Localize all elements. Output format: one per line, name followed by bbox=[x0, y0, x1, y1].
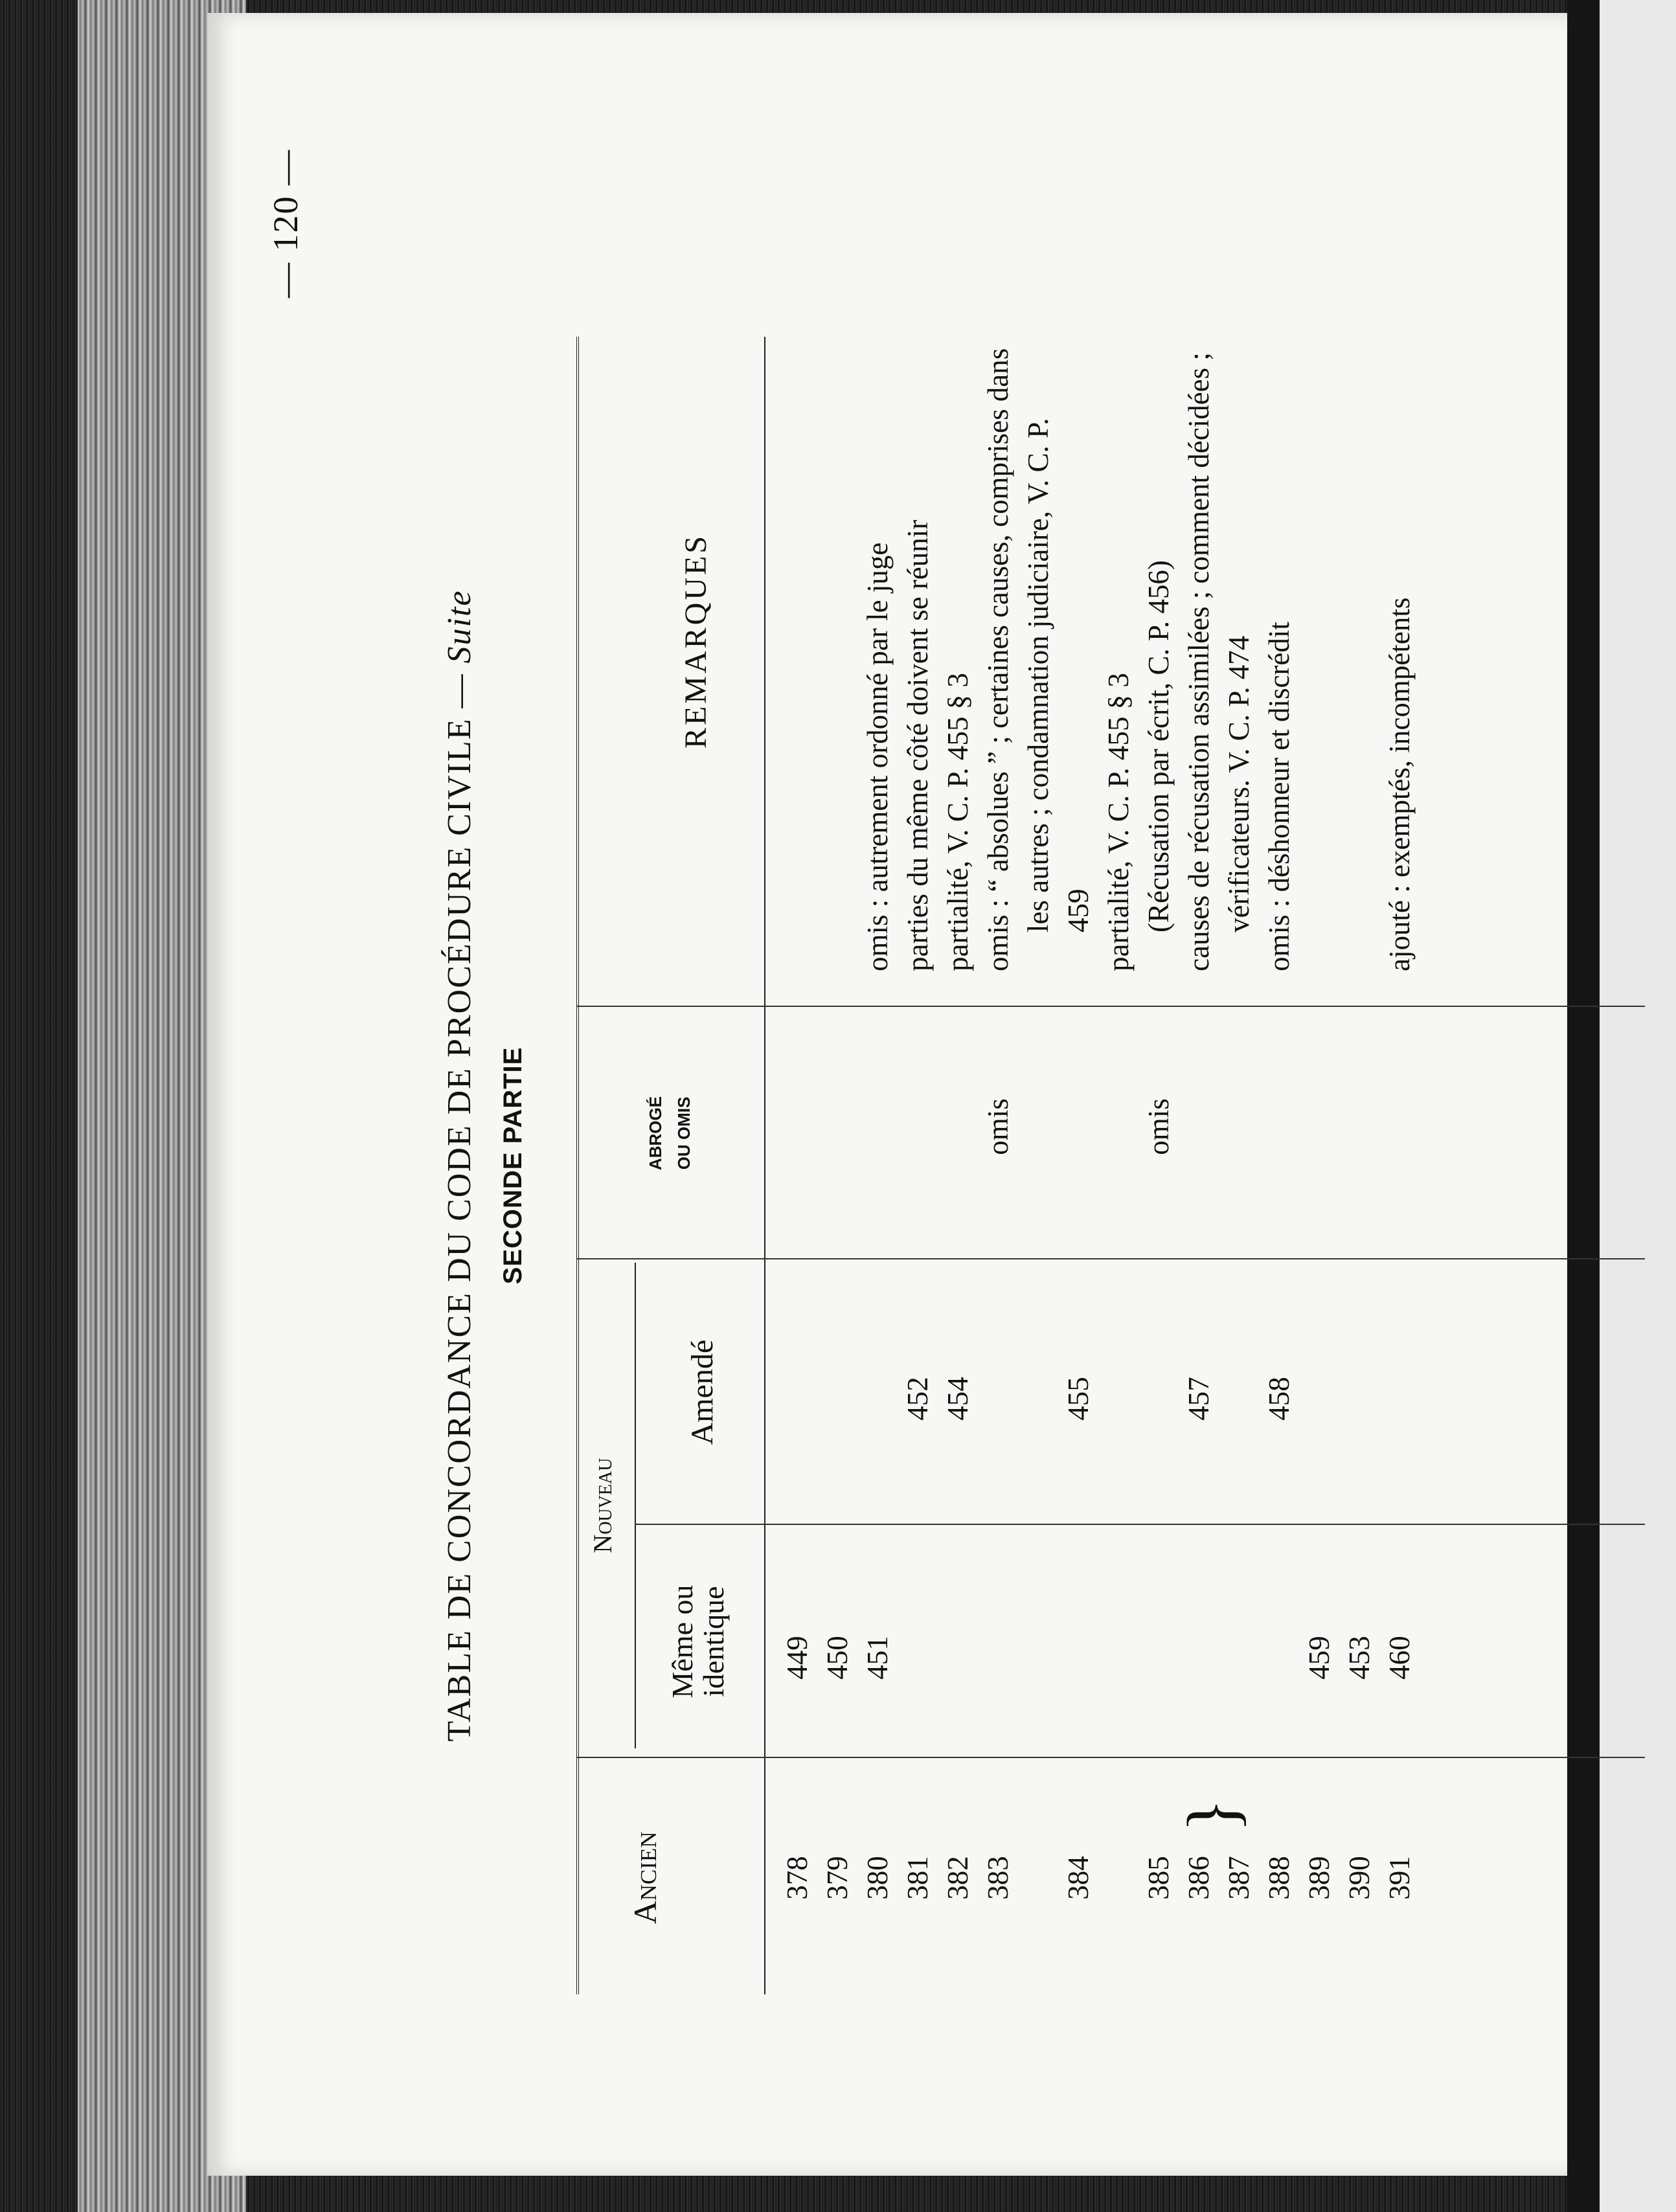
ancien-cell: 387 bbox=[1223, 1856, 1255, 1900]
ancien-cell: 383 bbox=[982, 1856, 1014, 1900]
ancien-cell: 381 bbox=[901, 1856, 934, 1900]
ancien-cell: 380 bbox=[861, 1856, 894, 1900]
rotated-page-content bbox=[266, 149, 1580, 1994]
nouveau-rule bbox=[635, 1263, 636, 1748]
amende-cell: 458 bbox=[1263, 1377, 1295, 1421]
meme-cell: 460 bbox=[1383, 1636, 1416, 1680]
amende-cell: 452 bbox=[901, 1377, 934, 1421]
remarques-cell: omis : déshonneur et discrédit bbox=[1263, 622, 1295, 971]
ancien-cell: 378 bbox=[781, 1856, 813, 1900]
amende-cell: 455 bbox=[1062, 1377, 1094, 1421]
remarques-cell: parties du même côté doivent se réunir bbox=[901, 519, 934, 971]
header-remarques: REMARQUES bbox=[679, 533, 713, 749]
amende-cell: 454 bbox=[942, 1377, 974, 1421]
column-divider-3 bbox=[576, 1258, 1645, 1259]
header-meme-line1: Même ou bbox=[666, 1585, 699, 1699]
ancien-cell: 384 bbox=[1062, 1856, 1094, 1900]
section-subtitle: SECONDE PARTIE bbox=[499, 1046, 527, 1285]
meme-cell: 450 bbox=[821, 1636, 854, 1680]
page-number: — 120 — bbox=[266, 149, 305, 298]
page-title bbox=[440, 337, 479, 1994]
ancien-cell: 386 bbox=[1183, 1856, 1215, 1900]
ancien-cell: 390 bbox=[1343, 1856, 1376, 1900]
header-abroge-ou-omis bbox=[641, 1010, 698, 1256]
amende-cell: 457 bbox=[1183, 1377, 1215, 1421]
column-divider-1 bbox=[576, 1757, 1645, 1758]
remarques-cell: causes de récusation assimilées ; comment décidées ; bbox=[1183, 352, 1215, 971]
column-divider-4 bbox=[576, 1006, 1645, 1007]
ancien-cell: 379 bbox=[821, 1856, 854, 1900]
meme-cell: 451 bbox=[861, 1636, 894, 1680]
ancien-cell: 389 bbox=[1303, 1856, 1335, 1900]
header-abroge-line1: ABROGÉ bbox=[646, 1096, 665, 1171]
remarques-cell: partialité, V. C. P. 455 § 3 bbox=[1102, 673, 1135, 971]
brace-386-387: } bbox=[1173, 1798, 1252, 1833]
remarques-cell: ajouté : exemptés, incompétents bbox=[1383, 597, 1416, 971]
remarques-cell: omis : “ absolues ” ; certaines causes, comprises dans bbox=[982, 348, 1014, 971]
table-top-rule bbox=[576, 337, 579, 1994]
header-ancien: Ancien bbox=[627, 1831, 663, 1924]
title-suite: Suite bbox=[441, 589, 478, 664]
meme-cell: 449 bbox=[781, 1636, 813, 1680]
remarques-cell: partialité, V. C. P. 455 § 3 bbox=[942, 673, 974, 971]
abroge-cell: omis bbox=[982, 1098, 1014, 1155]
remarques-cell: 459 bbox=[1062, 888, 1094, 932]
remarques-cell: les autres ; condamnation judiciaire, V. C. P. bbox=[1022, 418, 1054, 932]
header-abroge-line2: OU OMIS bbox=[674, 1096, 694, 1170]
column-divider-2 bbox=[635, 1524, 1645, 1525]
header-bottom-rule bbox=[764, 337, 765, 1994]
header-amende: Amendé bbox=[685, 1339, 719, 1445]
meme-cell: 459 bbox=[1303, 1636, 1335, 1680]
ancien-cell: 388 bbox=[1263, 1856, 1295, 1900]
meme-cell: 453 bbox=[1343, 1636, 1376, 1680]
ancien-cell: 382 bbox=[942, 1856, 974, 1900]
facing-page-edge bbox=[1600, 0, 1676, 2212]
ancien-cell: 385 bbox=[1142, 1856, 1175, 1900]
header-meme-line2: identique bbox=[697, 1586, 730, 1697]
ancien-cell: 391 bbox=[1383, 1856, 1416, 1900]
header-nouveau: Nouveau bbox=[588, 1458, 617, 1553]
header-meme-ou-identique bbox=[667, 1528, 730, 1755]
remarques-cell: vérificateurs. V. C. P. 474 bbox=[1223, 635, 1255, 932]
remarques-cell: omis : autrement ordonné par le juge bbox=[861, 542, 894, 971]
abroge-cell: omis bbox=[1142, 1098, 1175, 1155]
title-text: TABLE DE CONCORDANCE DU CODE DE PROCÉDURE CIVILE — bbox=[441, 673, 478, 1742]
remarques-cell: (Récusation par écrit, C. P. 456) bbox=[1142, 560, 1175, 932]
